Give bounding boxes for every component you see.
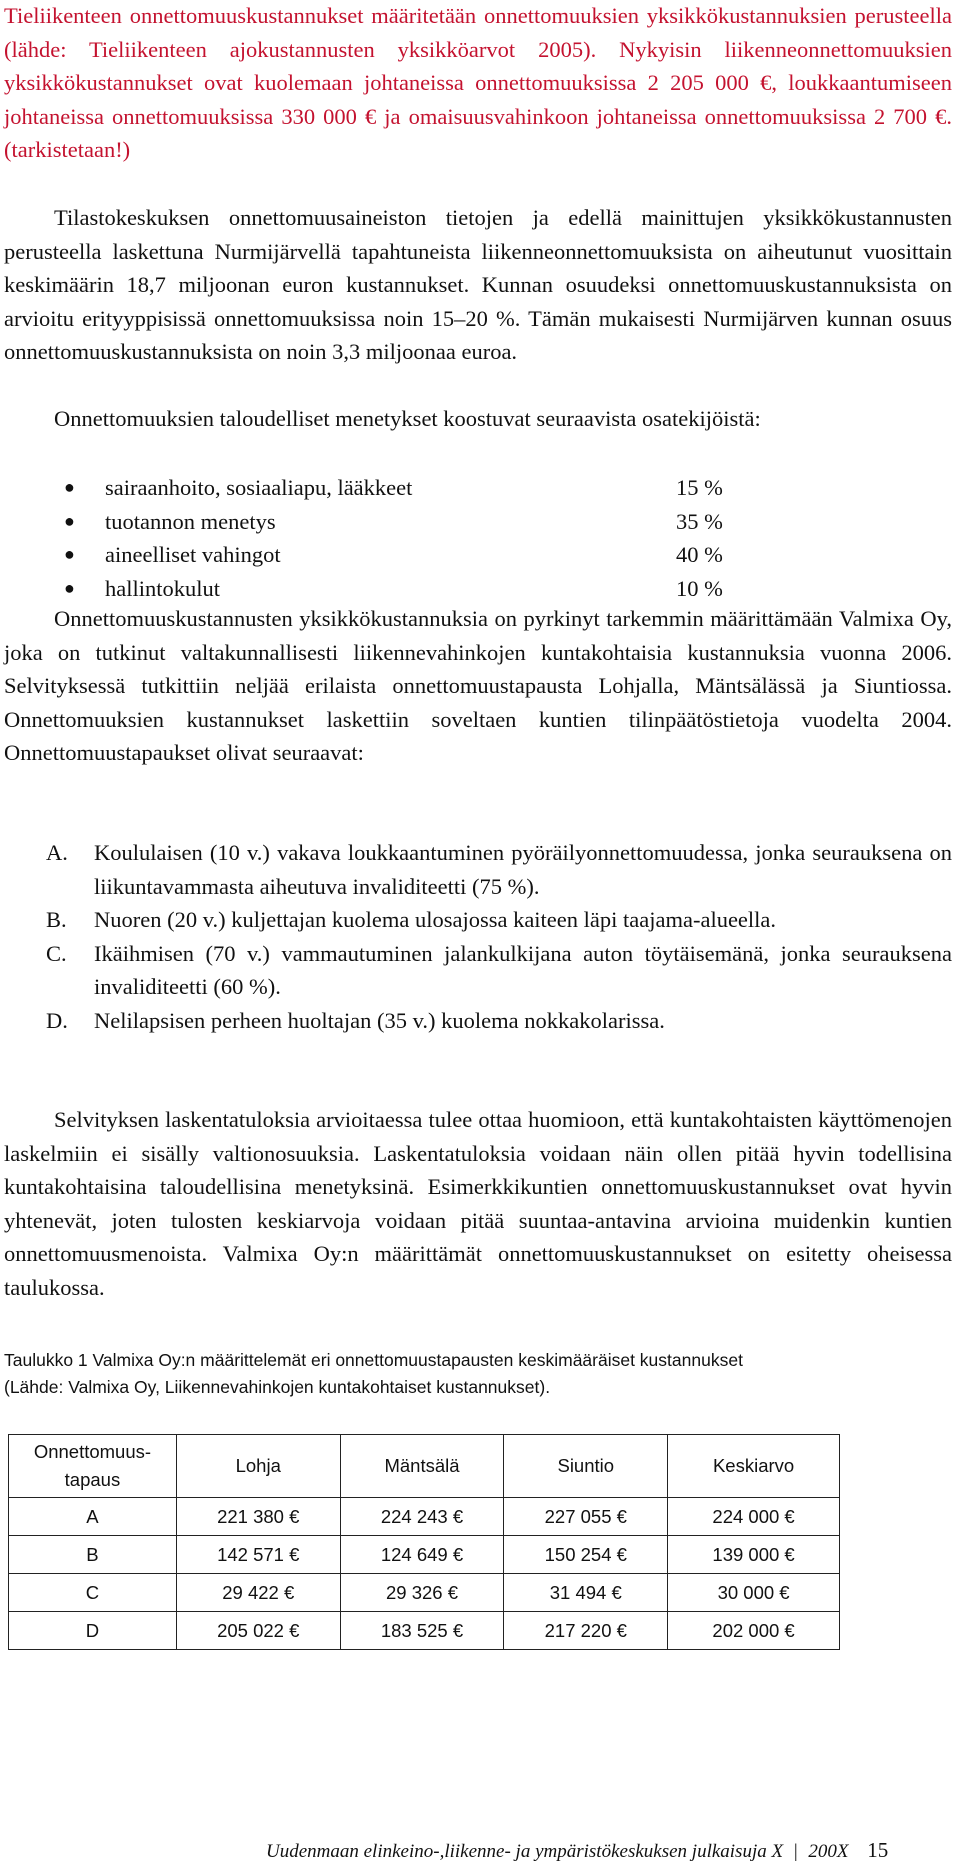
table-cell: 142 571 €: [176, 1536, 340, 1574]
document-page: [4, 0, 952, 1869]
accident-case-list: [4, 836, 952, 1038]
table-cell: 150 254 €: [504, 1536, 668, 1574]
footer-separator: |: [793, 1841, 798, 1862]
cost-component-list: [4, 471, 952, 605]
table-caption: [4, 1347, 743, 1401]
paragraph-valmixa-study: Onnettomuuskustannusten yksikkökustannuksia on pyrkinyt tarkemmin määrittämään Valmixa Oy, joka on tutkinut valtakunnallisesti liikennevahinkojen kuntakohtaisia kustannuksia vuonna 2006. Selvityksessä tutkittiin neljää erilaista onnettomuustapausta Lohjalla, Mäntsälässä ja Siuntiossa. Onnettomuuksien kustannukset laskettiin soveltaen kuntien tilinpäätöstietoja vuodelta 2004. Onnettomuustapaukset olivat seuraavat:: [4, 606, 952, 766]
table-caption-line: Taulukko 1 Valmixa Oy:n määrittelemät eri onnettomuustapausten keskimääräiset kustannukset: [4, 1350, 743, 1370]
bullet-icon: ●: [64, 510, 75, 531]
table-row: [9, 1536, 840, 1574]
cost-item-name: sairaanhoito, sosiaaliapu, lääkkeet: [105, 475, 413, 500]
column-header: Keskiarvo: [668, 1435, 840, 1498]
case-text: Ikäihmisen (70 v.) vammautuminen jalankulkijana auton töytäisemänä, jonka seurauksena invaliditeetti (60 %).: [94, 940, 952, 1000]
paragraph-interpretation: Selvityksen laskentatuloksia arvioitaessa tulee ottaa huomioon, että kuntakohtaisten käyttömenojen laskelmiin ei sisälly valtionosuuksia. Laskentatuloksia voidaan näin ollen pitää hyvin todellisina kuntakohtaisina taloudellisina menetyksinä. Esimerkkikuntien onnettomuuskustannukset ovat hyvin yhtenevät, joten tulosten keskiarvoja voidaan pitää suuntaa-antavina arvioina muidenkin kuntien onnettomuusmenoista. Valmixa Oy:n määrittämät onnettomuuskustannukset on esitetty oheisessa taulukossa.: [4, 1107, 952, 1300]
column-header: Onnettomuus- tapaus: [9, 1435, 177, 1498]
table-cell: 224 000 €: [668, 1498, 840, 1536]
case-text: Nelilapsisen perheen huoltajan (35 v.) kuolema nokkakolarissa.: [94, 1007, 665, 1033]
cost-item-percent: 10 %: [676, 575, 723, 601]
case-text: Nuoren (20 v.) kuljettajan kuolema ulosajossa kaiteen läpi taajama-alueella.: [94, 907, 777, 933]
table-header-row: [9, 1435, 840, 1498]
table-row: [9, 1574, 840, 1612]
bullet-icon: ●: [64, 477, 75, 497]
paragraph-loss-components: Onnettomuuksien taloudelliset menetykset koostuvat seuraavista osatekijöistä:: [54, 406, 761, 431]
case-letter: B.: [46, 907, 67, 933]
list-item: [4, 903, 952, 937]
accident-cost-table: [8, 1434, 840, 1650]
table-cell: 183 525 €: [340, 1612, 504, 1650]
bullet-icon: ●: [64, 544, 75, 564]
list-item: [4, 505, 952, 539]
table-cell: 124 649 €: [340, 1536, 504, 1574]
list-item: [4, 471, 952, 505]
table-cell: C: [9, 1574, 177, 1612]
table-cell: A: [9, 1498, 177, 1536]
page-footer: [266, 1838, 888, 1863]
list-item: [4, 937, 952, 1004]
table-cell: 30 000 €: [668, 1574, 840, 1612]
column-header: Siuntio: [504, 1435, 668, 1498]
case-letter: A.: [46, 840, 68, 865]
paragraph-nurmijarvi-costs: Tilastokeskuksen onnettomuusaineiston tietojen ja edellä mainittujen yksikkökustannusten perusteella laskettuna Nurmijärvellä tapahtuneista liikenneonnettomuuksista on aiheutunut vuosittain keskimäärin 18,7 miljoonan euron kustannukset. Kunnan osuudeksi onnettomuuskustannuksista on arvioitu erityyppisissä onnettomuuksissa noin 15–20 %. Tämän mukaisesti Nurmijärven kunnan osuus onnettomuuskustannuksista on noin 3,3 miljoonaa euroa.: [4, 205, 952, 365]
case-text: Koululaisen (10 v.) vakava loukkaantuminen pyöräilyonnettomuudessa, jonka seurauksena on liikuntavammasta aiheutuva invaliditeetti (75 %).: [94, 840, 952, 899]
table-cell: 29 422 €: [176, 1574, 340, 1612]
case-letter: D.: [46, 1007, 68, 1033]
cost-item-name: tuotannon menetys: [105, 508, 276, 534]
cost-item-percent: 15 %: [676, 475, 723, 500]
bullet-icon: ●: [64, 577, 75, 598]
cost-item-name: hallintokulut: [105, 575, 220, 601]
table-cell: 221 380 €: [176, 1498, 340, 1536]
list-item: [4, 538, 952, 572]
list-item: [4, 836, 952, 903]
cost-item-percent: 40 %: [676, 542, 723, 567]
paragraph-unit-costs: Tieliikenteen onnettomuuskustannukset määritetään onnettomuuksien yksikkökustannuksien perusteella (lähde: Tieliikenteen ajokustannusten yksikköarvot 2005). Nykyisin liikenneonnettomuuksien yksikkökustannukset ovat kuolemaan johtaneissa onnettomuuksissa 2 205 000 €, loukkaantumiseen johtaneissa onnettomuuksissa 330 000 € ja omaisuusvahinkoon johtaneissa onnettomuuksissa 2 700 €. (tarkistetaan!): [4, 3, 952, 163]
publication-year: 200X: [808, 1841, 849, 1862]
table-cell: 217 220 €: [504, 1612, 668, 1650]
list-item: [4, 1004, 952, 1038]
publication-name: Uudenmaan elinkeino-,liikenne- ja ympäristökeskuksen julkaisuja X: [266, 1841, 784, 1862]
table-row: [9, 1498, 840, 1536]
cost-item-percent: 35 %: [676, 508, 723, 534]
table-row: [9, 1612, 840, 1650]
table-cell: 31 494 €: [504, 1574, 668, 1612]
table-cell: 29 326 €: [340, 1574, 504, 1612]
page-number: 15: [867, 1838, 889, 1862]
table-cell: D: [9, 1612, 177, 1650]
column-header: Mäntsälä: [340, 1435, 504, 1498]
table-cell: 139 000 €: [668, 1536, 840, 1574]
table-cell: 227 055 €: [504, 1498, 668, 1536]
case-letter: C.: [46, 940, 67, 966]
list-item: [4, 572, 952, 606]
table-cell: 224 243 €: [340, 1498, 504, 1536]
table-cell: B: [9, 1536, 177, 1574]
cost-item-name: aineelliset vahingot: [105, 542, 281, 567]
table-caption-source: (Lähde: Valmixa Oy, Liikennevahinkojen kuntakohtaiset kustannukset).: [4, 1377, 551, 1397]
table-cell: 202 000 €: [668, 1612, 840, 1650]
column-header: Lohja: [176, 1435, 340, 1498]
table-cell: 205 022 €: [176, 1612, 340, 1650]
